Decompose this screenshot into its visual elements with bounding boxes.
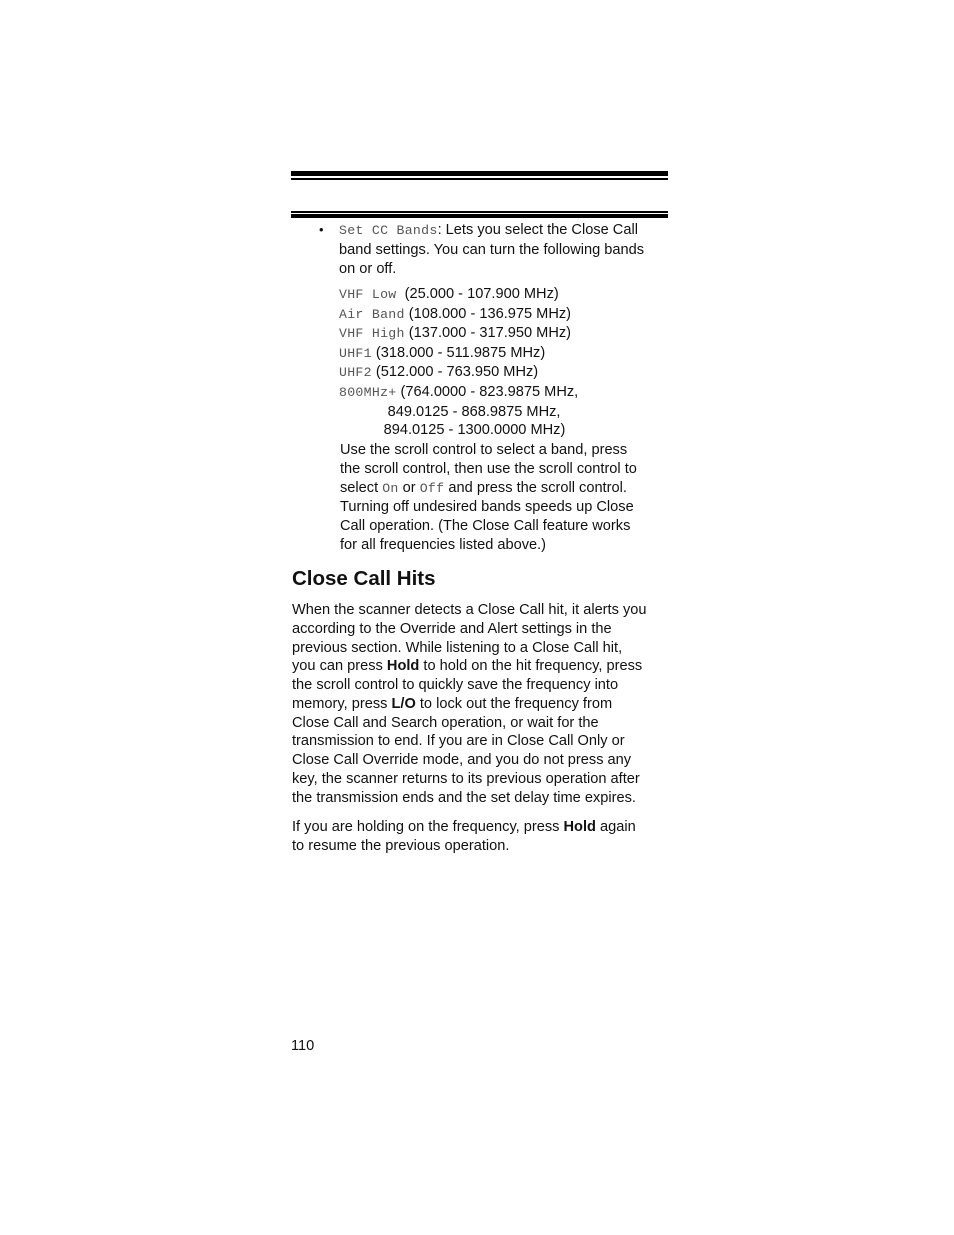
text-line bbox=[339, 403, 578, 422]
text-line bbox=[292, 695, 646, 714]
text-line bbox=[292, 751, 646, 770]
text-line bbox=[292, 732, 646, 751]
text-segment: 849.0125 - 868.9875 MHz, bbox=[339, 403, 561, 420]
header-rule-thick bbox=[291, 171, 668, 176]
text-segment: Turning off undesired bands speeds up Close bbox=[340, 499, 634, 516]
text-line bbox=[292, 676, 646, 695]
text-segment: the scroll control, then use the scroll control to bbox=[340, 460, 637, 477]
text-line bbox=[340, 441, 637, 460]
text-line bbox=[292, 639, 646, 658]
menu-option-text: VHF High bbox=[339, 326, 405, 342]
text-line bbox=[339, 305, 578, 325]
header-rule-thick-lower bbox=[291, 214, 668, 218]
text-segment: (25.000 - 107.900 MHz) bbox=[396, 286, 559, 302]
text-line bbox=[292, 714, 646, 733]
text-segment: the transmission ends and the set delay time expires. bbox=[292, 789, 636, 806]
text-line bbox=[339, 363, 578, 383]
text-line bbox=[292, 620, 646, 639]
menu-option-text: UHF1 bbox=[339, 345, 372, 361]
text-line bbox=[340, 479, 637, 499]
text-line bbox=[339, 324, 578, 344]
text-line bbox=[292, 837, 636, 856]
text-segment: you can press bbox=[292, 658, 387, 675]
text-segment: to hold on the hit frequency, press bbox=[419, 658, 643, 675]
text-segment: previous section. While listening to a Close Call hit, bbox=[292, 639, 623, 656]
text-line bbox=[292, 657, 646, 676]
text-segment: Close Call and Search operation, or wait for the bbox=[292, 714, 599, 731]
text-segment: (318.000 - 511.9875 MHz) bbox=[371, 344, 546, 361]
header-rule-thin-lower bbox=[291, 211, 668, 213]
text-segment: key, the scanner returns to its previous operation after bbox=[292, 770, 640, 787]
scroll-instructions bbox=[340, 441, 637, 555]
text-segment: Call operation. (The Close Call feature works bbox=[340, 518, 631, 534]
set-cc-bands-description bbox=[339, 221, 644, 278]
text-segment: Use the scroll control to select a band, press bbox=[340, 442, 628, 458]
text-segment: (137.000 - 317.950 MHz) bbox=[404, 325, 572, 342]
text-segment: the scroll control to quickly save the frequency into bbox=[292, 677, 619, 693]
text-segment: to lock out the frequency from bbox=[415, 695, 613, 712]
text-line bbox=[340, 517, 637, 536]
menu-option-text: 800MHz+ bbox=[339, 384, 397, 400]
section-heading: Close Call Hits bbox=[292, 567, 436, 590]
key-name: Hold bbox=[563, 819, 596, 835]
text-segment: band settings. You can turn the following bands bbox=[339, 241, 645, 258]
page-number: 110 bbox=[291, 1038, 315, 1054]
band-list bbox=[339, 285, 578, 440]
text-line bbox=[339, 383, 578, 403]
text-line bbox=[340, 460, 637, 479]
text-segment: 894.0125 - 1300.0000 MHz) bbox=[339, 422, 566, 439]
key-name: Hold bbox=[386, 658, 420, 675]
text-segment: select bbox=[340, 479, 383, 496]
text-line bbox=[292, 770, 646, 789]
hold-paragraph bbox=[292, 818, 636, 856]
menu-option-text: Off bbox=[419, 480, 445, 496]
menu-option-text: Set CC Bands bbox=[339, 223, 438, 238]
text-segment: (108.000 - 136.975 MHz) bbox=[404, 305, 572, 322]
text-segment: for all frequencies listed above.) bbox=[340, 536, 547, 553]
text-line bbox=[292, 818, 636, 837]
header-rule-thin bbox=[291, 178, 668, 180]
text-segment: Close Call Override mode, and you do not press any bbox=[292, 752, 632, 768]
text-segment: on or off. bbox=[339, 260, 397, 277]
text-line bbox=[339, 344, 578, 364]
text-segment: memory, press bbox=[292, 695, 392, 712]
text-line bbox=[340, 536, 637, 555]
text-segment: according to the Override and Alert settings in the bbox=[292, 620, 612, 637]
menu-option-text: UHF2 bbox=[339, 365, 372, 381]
bullet-icon: • bbox=[319, 222, 324, 237]
text-line bbox=[292, 789, 646, 808]
text-segment: When the scanner detects a Close Call hit, it alerts you bbox=[292, 602, 647, 618]
text-segment: (764.0000 - 823.9875 MHz, bbox=[396, 383, 579, 400]
text-segment: If you are holding on the frequency, press bbox=[292, 819, 564, 835]
text-line bbox=[339, 260, 644, 279]
key-name: L/O bbox=[391, 695, 416, 712]
text-segment: : Lets you select the Close Call bbox=[437, 222, 638, 238]
menu-option-text: On bbox=[382, 480, 399, 496]
close-call-hits-paragraph bbox=[292, 601, 646, 807]
text-segment: or bbox=[398, 479, 420, 496]
text-segment: (512.000 - 763.950 MHz) bbox=[371, 364, 539, 381]
text-line bbox=[339, 241, 644, 260]
text-segment: transmission to end. If you are in Close Call Only or bbox=[292, 733, 625, 750]
text-segment: again bbox=[595, 819, 636, 835]
menu-option-text: VHF Low bbox=[339, 287, 397, 302]
text-line bbox=[292, 601, 646, 620]
text-line bbox=[339, 421, 578, 440]
text-line bbox=[339, 221, 644, 241]
text-segment: to resume the previous operation. bbox=[292, 837, 510, 854]
text-segment: and press the scroll control. bbox=[444, 479, 627, 496]
text-line bbox=[340, 498, 637, 517]
text-line bbox=[339, 285, 578, 305]
menu-option-text: Air Band bbox=[339, 306, 405, 322]
